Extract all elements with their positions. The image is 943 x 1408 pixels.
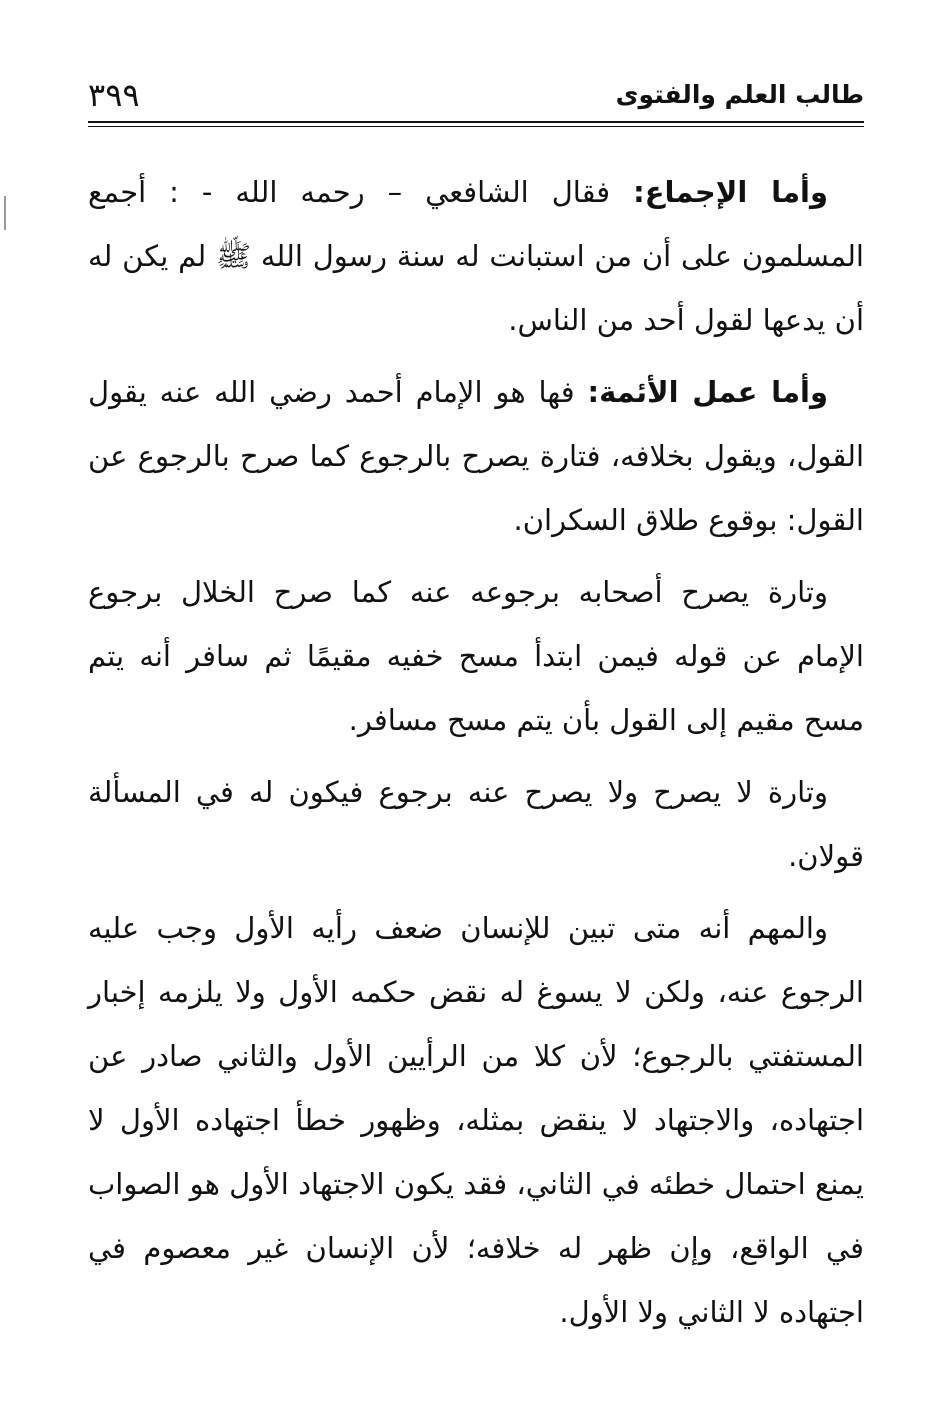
paragraph-text: فقال الشافعي – رحمه الله - : أجمع المسلمون على أن من استبانت له سنة رسول الله ﷺ لم يكن له أن يدعها لقول أحد من الناس. <box>88 175 864 337</box>
paragraph-ijma <box>88 160 864 352</box>
margin-mark <box>4 196 6 230</box>
paragraph-lead: وأما عمل الأئمة: <box>587 375 828 409</box>
paragraph-two-opinions <box>88 760 864 888</box>
running-title: طالب العلم والفتوى <box>615 80 864 109</box>
header-rule-thin <box>88 126 864 127</box>
paragraph-lead: وأما الإجماع: <box>633 175 828 209</box>
paragraph-text: وتارة لا يصرح ولا يصرح عنه برجوع فيكون له في المسألة قولان. <box>88 775 864 873</box>
paragraph-text: وتارة يصرح أصحابه برجوعه عنه كما صرح الخلال برجوع الإمام عن قوله فيمن ابتدأ مسح خفيه مقيمًا ثم سافر أنه يتم مسح مقيم إلى القول بأن يتم مسح مسافر. <box>88 575 864 737</box>
paragraph-text: فها هو الإمام أحمد رضي الله عنه يقول القول، ويقول بخلافه، فتارة يصرح بالرجوع كما صرح بالرجوع عن القول: بوقوع طلاق السكران. <box>88 375 864 537</box>
page-number: ٣٩٩ <box>88 76 140 114</box>
paragraph-companions <box>88 560 864 752</box>
body-text <box>88 160 864 1352</box>
page-header <box>88 70 864 120</box>
paragraph-retraction <box>88 896 864 1344</box>
paragraph-text: والمهم أنه متى تبين للإنسان ضعف رأيه الأول وجب عليه الرجوع عنه، ولكن لا يسوغ له نقض حكمه الأول ولا يلزمه إخبار المستفتي بالرجوع؛ لأن كلا من الرأيين الأول والثاني صادر عن اجتهاده، والاجتهاد لا ينقض بمثله، وظهور خطأ اجتهاده الأول لا يمنع احتمال خطئه في الثاني، فقد يكون الاجتهاد الأول هو الصواب في الواقع، وإن ظهر له خلافه؛ لأن الإنسان غير معصوم في اجتهاده لا الثاني ولا الأول. <box>88 911 864 1329</box>
header-rule <box>88 121 864 123</box>
paragraph-imams-practice <box>88 360 864 552</box>
